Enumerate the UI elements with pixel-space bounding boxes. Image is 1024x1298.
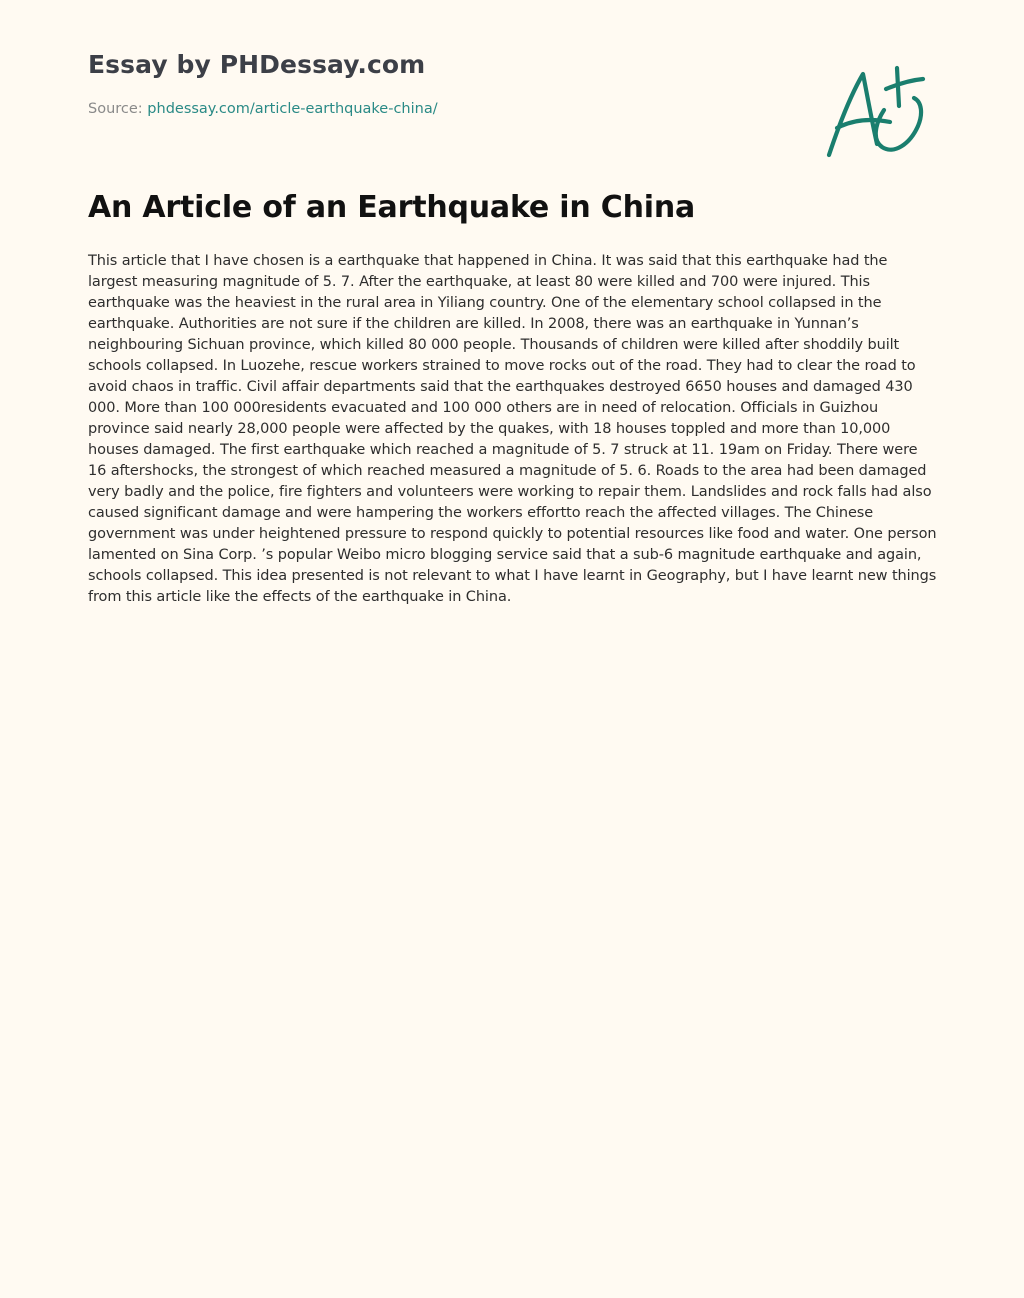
source-label: Source: [88, 101, 148, 117]
source-link[interactable]: phdessay.com/article-earthquake-china/ [147, 101, 438, 117]
article-title: An Article of an Earthquake in China [88, 190, 696, 225]
logo-plus-vertical [897, 68, 899, 106]
article-body: This article that I have chosen is a earthquake that happened in China. It was said that this earthquake had the largest measuring magnitude of 5. 7. After the earthquake, at least 80 were killed and 700 were injured. This earthquake was the heaviest in the rural area in Yiliang country. One of the elementary school collapsed in the earthquake. Authorities are not sure if the children are killed. In 2008, there was an earthquake in Yunnan’s neighbouring Sichuan province, which killed 80 000 people. Thousands of children were killed after shoddily built schools collapsed. In Luozehe, rescue workers strained to move rocks out of the road. They had to clear the road to avoid chaos in traffic. Civil affair departments said that the earthquakes destroyed 6650 houses and damaged 430 000. More than 100 000residents evacuated and 100 000 others are in need of relocation. Officials in Guizhou province said nearly 28,000 people were affected by the quakes, with 18 houses toppled and more than 10,000 houses damaged. The first earthquake which reached a magnitude of 5. 7 struck at 11. 19am on Friday. There were 16 aftershocks, the strongest of which reached measured a magnitude of 5. 6. Roads to the area had been damaged very badly and the police, fire fighters and volunteers were working to repair them. Landslides and rock falls had also caused significant damage and were hampering the workers effortto reach the affected villages. The Chinese government was under heightened pressure to respond quickly to potential resources like food and water. One person lamented on Sina Corp. ’s popular Weibo micro blogging service said that a sub-6 magnitude earthquake and again, schools collapsed. This idea presented is not relevant to what I have learnt in Geography, but I have learnt new things from this article like the effects of the earthquake in China. [88, 253, 937, 605]
logo-letter-a [829, 74, 877, 155]
a-plus-logo [822, 62, 928, 160]
logo-a-crossbar [837, 120, 890, 128]
logo-plus-horizontal [886, 79, 923, 89]
site-brand: Essay by PHDessay.com [88, 50, 426, 79]
source-line [88, 101, 438, 117]
